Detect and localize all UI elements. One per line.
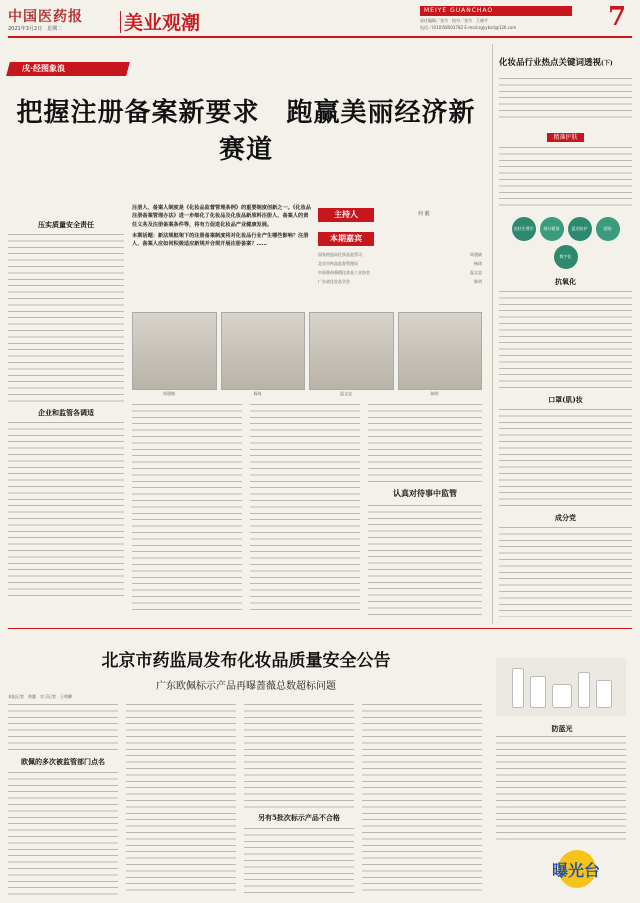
guest-photo: 周建斌 (132, 312, 217, 390)
article-body (8, 422, 124, 598)
host-name: 何 毅 (418, 211, 430, 217)
keyword-bubble: 皮肤生理学 (512, 217, 536, 241)
sidebar (492, 44, 632, 624)
article-body (132, 404, 242, 614)
byline: 本报记者 黄翼 实习记者 王明卿 (8, 694, 72, 699)
keyword-bubble: 数字化 (554, 245, 578, 269)
lede (132, 204, 312, 248)
guest-photo: 陈明 (398, 312, 483, 390)
bottom-sub-head-1: 欧佩的多次被监管部门点名 (21, 757, 105, 766)
bottom-sidebar (492, 632, 632, 898)
bottom-article (8, 632, 484, 898)
article-body (244, 828, 354, 896)
editor-line: 责任编辑／张丹 校对／张丹 王晓平 (420, 18, 488, 23)
article-body (368, 404, 482, 482)
host-guest-box (318, 204, 482, 308)
article-body (8, 704, 118, 752)
section-rule (8, 628, 632, 629)
sidebar-sub-head-4: 成分党 (555, 513, 576, 522)
phone-line: 电话／(010)58003782 E-mail:zgyybzd@126.com (420, 25, 517, 30)
divider (120, 11, 121, 33)
keyword-cloud (499, 217, 632, 269)
article-body (244, 704, 354, 808)
bottom-headline: 北京市药监局发布化妆品质量安全公告 (101, 651, 391, 671)
sidebar-title: 化妆品行业热点关键词透视(下) (499, 58, 613, 68)
article-body (126, 704, 236, 894)
sidebar-sub-head-5: 防蓝光 (551, 724, 573, 733)
bottom-sub-head-2: 另有5批次标示产品不合格 (258, 813, 340, 822)
sidebar-body (499, 291, 632, 391)
sidebar-body (496, 736, 626, 840)
keyword-bubble: 细分精准 (540, 217, 564, 241)
bottom-col-1 (8, 704, 118, 894)
article-body (8, 772, 118, 896)
sub-head-1: 压实质量安全责任 (38, 220, 94, 229)
guest-row: 广东省化妆品学会 陈明 (318, 279, 482, 284)
sidebar-body (499, 527, 632, 617)
sub-head-2: 企业和监管各调适 (38, 408, 94, 417)
feature-tag: 戌·经图象浪 (22, 64, 66, 73)
sidebar-intro (499, 78, 632, 118)
article-body (8, 234, 124, 402)
product-bottle (578, 672, 590, 708)
left-column (8, 220, 124, 620)
product-photo (496, 658, 626, 716)
product-bottle (596, 680, 612, 708)
product-bottle (530, 676, 546, 708)
article-body (250, 404, 360, 614)
guest-photo: 杨琦 (221, 312, 306, 390)
masthead-rule (8, 36, 632, 38)
product-bottle (512, 668, 524, 708)
badge-text: 曝光台 (552, 861, 601, 880)
newspaper-logo: 中国医药报 (8, 9, 83, 25)
page-number: 7 (608, 2, 627, 32)
keyword-bubble: 团购 (596, 217, 620, 241)
sidebar-sub-head-2: 抗氧化 (555, 277, 576, 286)
masthead (8, 4, 632, 34)
main-headline: 把握注册备案新要求 跑赢美丽经济新赛道 (16, 98, 476, 165)
right-body-column (368, 404, 482, 614)
issue-date: 2021年3月2日 星期二 (8, 26, 63, 32)
sub-head-3: 认真对待事中监管 (393, 488, 457, 498)
sidebar-body (499, 409, 632, 509)
guest-list (318, 252, 482, 288)
guests-label: 本期嘉宾 (318, 232, 374, 246)
exposure-badge (552, 844, 626, 894)
bottom-col-3 (244, 704, 354, 894)
keyword-bubble: 蓝光防护 (568, 217, 592, 241)
sidebar-sub-head-3: 口罩(肌)妆 (548, 395, 583, 404)
sidebar-sub-head-1: 精准护肤 (499, 124, 632, 143)
column-en: MEIYE GUANCHAO (420, 6, 572, 16)
article-body (362, 704, 482, 894)
lede-paragraph-1: 注册人、备案人制度是《化妆品监督管理条例》的重要制度创新之一。《化妆品注册备案管理办法》进一步细化了化妆品及化妆品新原料注册人、备案人的责任义务及注册备案条件等，将有力促进化妆品产业健康发展。 (132, 205, 311, 228)
host-label: 主持人 (318, 208, 374, 222)
guest-row: 北京市药品监督管理局 杨琦 (318, 261, 482, 266)
guest-photo: 温文忠 (309, 312, 394, 390)
guest-row: 国家药监局化妆品监管司 周建斌 (318, 252, 482, 257)
article-body (368, 505, 482, 615)
section-title: 美业观潮 (124, 12, 201, 34)
guest-photos (132, 312, 482, 396)
sidebar-body (499, 147, 632, 209)
product-jar (552, 684, 572, 708)
guest-row: 中国香料香精化妆品工业协会 温文忠 (318, 270, 482, 275)
lede-paragraph-2: 本期话题：新法规框架下的注册备案制度将对化妆品行业产生哪些影响？注册人、备案人应如何积极适应新规并合规开展注册备案？…… (132, 232, 309, 248)
bottom-subheadline: 广东欧佩标示产品再曝蔷薇总数超标问题 (156, 681, 336, 692)
main-feature (8, 44, 484, 624)
